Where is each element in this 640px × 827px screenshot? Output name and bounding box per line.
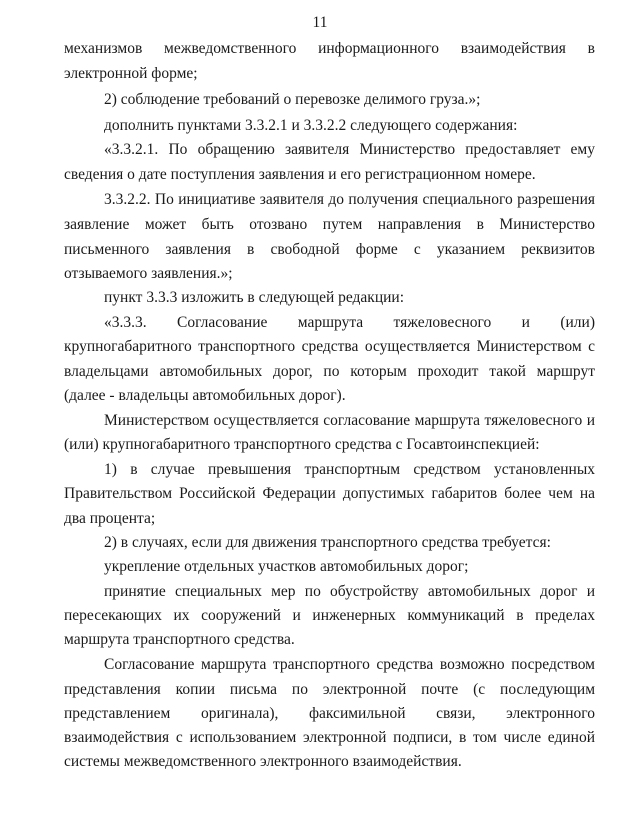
text-line: 2) соблюдение требований о перевозке делимого груза.»;	[104, 91, 481, 108]
text-line: заявление может быть отозвано путем направления в Министерство	[64, 216, 595, 233]
text-line: крупногабаритного транспортного средства осуществляется Министерством с	[64, 338, 595, 355]
text-line: Согласование маршрута транспортного средства возможно посредством	[104, 656, 595, 673]
text-line: 2) в случаях, если для движения транспортного средства требуется:	[104, 534, 551, 551]
text-line: дополнить пунктами 3.3.2.1 и 3.3.2.2 следующего содержания:	[104, 117, 518, 134]
text-line: сведения о дате поступления заявления и его регистрационном номере.	[64, 166, 536, 183]
text-line: письменного заявления в свободной форме с указанием реквизитов	[64, 241, 595, 258]
text-line: отзываемого заявления.»;	[64, 265, 233, 282]
text-line: (далее - владельцы автомобильных дорог).	[64, 387, 346, 404]
text-line: представлением оригинала), факсимильной связи, электронного	[64, 705, 595, 722]
text-line: системы межведомственного электронного взаимодействия.	[64, 753, 462, 770]
text-line: 1) в случае превышения транспортным средством установленных	[104, 461, 595, 478]
text-line: «3.3.2.1. По обращению заявителя Министерство предоставляет ему	[104, 141, 595, 158]
text-line: (или) крупногабаритного транспортного средства с Госавтоинспекцией:	[64, 436, 540, 453]
text-line: пункт 3.3.3 изложить в следующей редакции:	[104, 289, 405, 306]
text-line: два процента;	[64, 510, 156, 527]
text-line: маршрута транспортного средства.	[64, 631, 295, 648]
text-line: Правительством Российской Федерации допустимых габаритов более чем на	[64, 485, 595, 502]
text-line: пересекающих их сооружений и инженерных коммуникаций в пределах	[64, 607, 595, 624]
text-line: 3.3.2.2. По инициативе заявителя до получения специального разрешения	[104, 191, 595, 208]
page-number: 11	[312, 14, 328, 31]
text-line: электронной форме;	[64, 65, 198, 82]
text-line: взаимодействия с использованием электронной подписи, в том числе единой	[64, 729, 595, 746]
text-line: укрепление отдельных участков автомобильных дорог;	[104, 558, 469, 575]
text-line: «3.3.3. Согласование маршрута тяжеловесного и (или)	[104, 314, 595, 331]
text-line: представления копии письма по электронной почте (с последующим	[64, 681, 595, 698]
text-line: Министерством осуществляется согласование маршрута тяжеловесного и	[104, 412, 595, 429]
text-line: принятие специальных мер по обустройству автомобильных дорог и	[104, 583, 595, 600]
text-line: владельцами автомобильных дорог, по которым проходит такой маршрут	[64, 363, 595, 380]
text-line: механизмов межведомственного информационного взаимодействия в	[64, 40, 595, 57]
